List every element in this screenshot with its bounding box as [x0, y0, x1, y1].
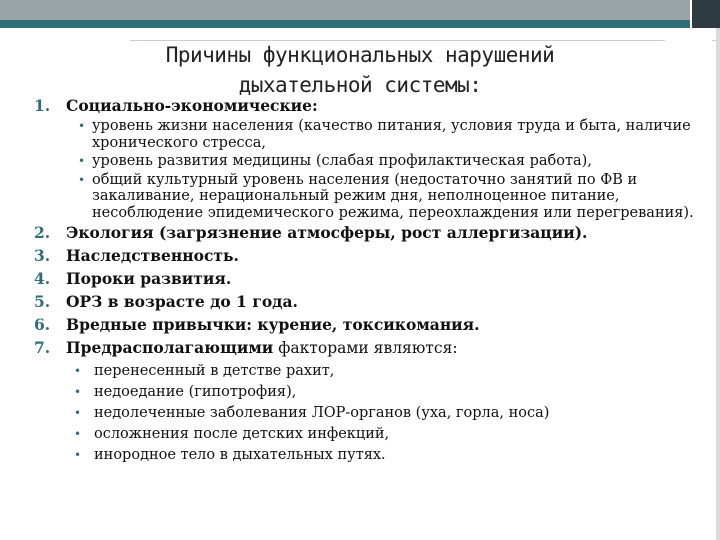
- bullet-icon: •: [78, 119, 86, 133]
- subitem-text: уровень жизни населения (качество питания, условия труда и быта, наличие хронического стресса,: [92, 118, 691, 151]
- subitem-text: осложнения после детских инфекций,: [94, 426, 390, 442]
- item-text: Пороки развития.: [66, 269, 232, 288]
- subitem-text: недоедание (гипотрофия),: [94, 384, 297, 400]
- slide-title-line1: Причины функциональных нарушений: [165, 43, 555, 67]
- predisposing-subitems: [34, 361, 714, 466]
- subitem: [74, 403, 714, 424]
- slide-title-line2: дыхательной системы:: [238, 73, 482, 97]
- subitem: [78, 172, 714, 222]
- header-corner-block: [692, 0, 720, 28]
- item-text: Экология (загрязнение атмосферы, рост аллергизации).: [66, 223, 588, 242]
- subitem-text: общий культурный уровень населения (недостаточно занятий по ФВ и закаливание, нерациональный режим дня, неполноценное питание, несоблюдение эпидемического режима, переохлаждения или перегревания).: [92, 171, 694, 221]
- subitem-text: уровень развития медицины (слабая профилактическая работа),: [92, 153, 592, 169]
- list-item-2: [34, 223, 714, 243]
- subitem: [74, 361, 714, 382]
- item-number: 1.: [34, 96, 51, 115]
- item-text: ОРЗ в возрасте до 1 года.: [66, 292, 298, 311]
- right-edge-strip: [716, 28, 720, 540]
- bullet-icon: •: [74, 406, 82, 420]
- item-text-rest: факторами являются:: [273, 339, 458, 357]
- header-teal-band: [0, 20, 690, 28]
- item-text: Вредные привычки: курение, токсикомания.: [66, 315, 480, 334]
- item-number: 5.: [34, 292, 51, 311]
- subitem: [78, 118, 714, 151]
- subitem: [74, 424, 714, 445]
- bullet-icon: •: [78, 154, 86, 168]
- subitem: [78, 153, 714, 170]
- list-item-3: [34, 246, 714, 266]
- subitem-text: перенесенный в детстве рахит,: [94, 363, 335, 379]
- item-number: 2.: [34, 223, 51, 242]
- bullet-icon: •: [74, 385, 82, 399]
- item-number: 3.: [34, 246, 51, 265]
- item-number: 7.: [34, 338, 51, 357]
- socio-subitems: [34, 118, 714, 221]
- subitem: [74, 445, 714, 466]
- bullet-icon: •: [74, 364, 82, 378]
- list-item-4: [34, 269, 714, 289]
- slide-title: [90, 40, 630, 100]
- header-gray-band: [0, 0, 690, 20]
- slide-content: [34, 96, 714, 466]
- subitem: [74, 382, 714, 403]
- bullet-icon: •: [74, 448, 82, 462]
- bullet-icon: •: [78, 172, 86, 187]
- subitem-text: инородное тело в дыхательных путях.: [94, 447, 386, 463]
- subitem-text: недолеченные заболевания ЛОР-органов (уха, горла, носа): [94, 405, 550, 421]
- list-item-6: [34, 315, 714, 335]
- item-text: Наследственность.: [66, 246, 239, 265]
- list-item-5: [34, 292, 714, 312]
- header-bar: [0, 0, 720, 20]
- item-number: 4.: [34, 269, 51, 288]
- item-text: Социально-экономические:: [66, 96, 318, 115]
- item-number: 6.: [34, 315, 51, 334]
- bullet-icon: •: [74, 427, 82, 441]
- item-text: Предрасполагающими: [66, 338, 274, 357]
- list-item-1: [34, 96, 714, 116]
- list-item-7: [34, 338, 714, 358]
